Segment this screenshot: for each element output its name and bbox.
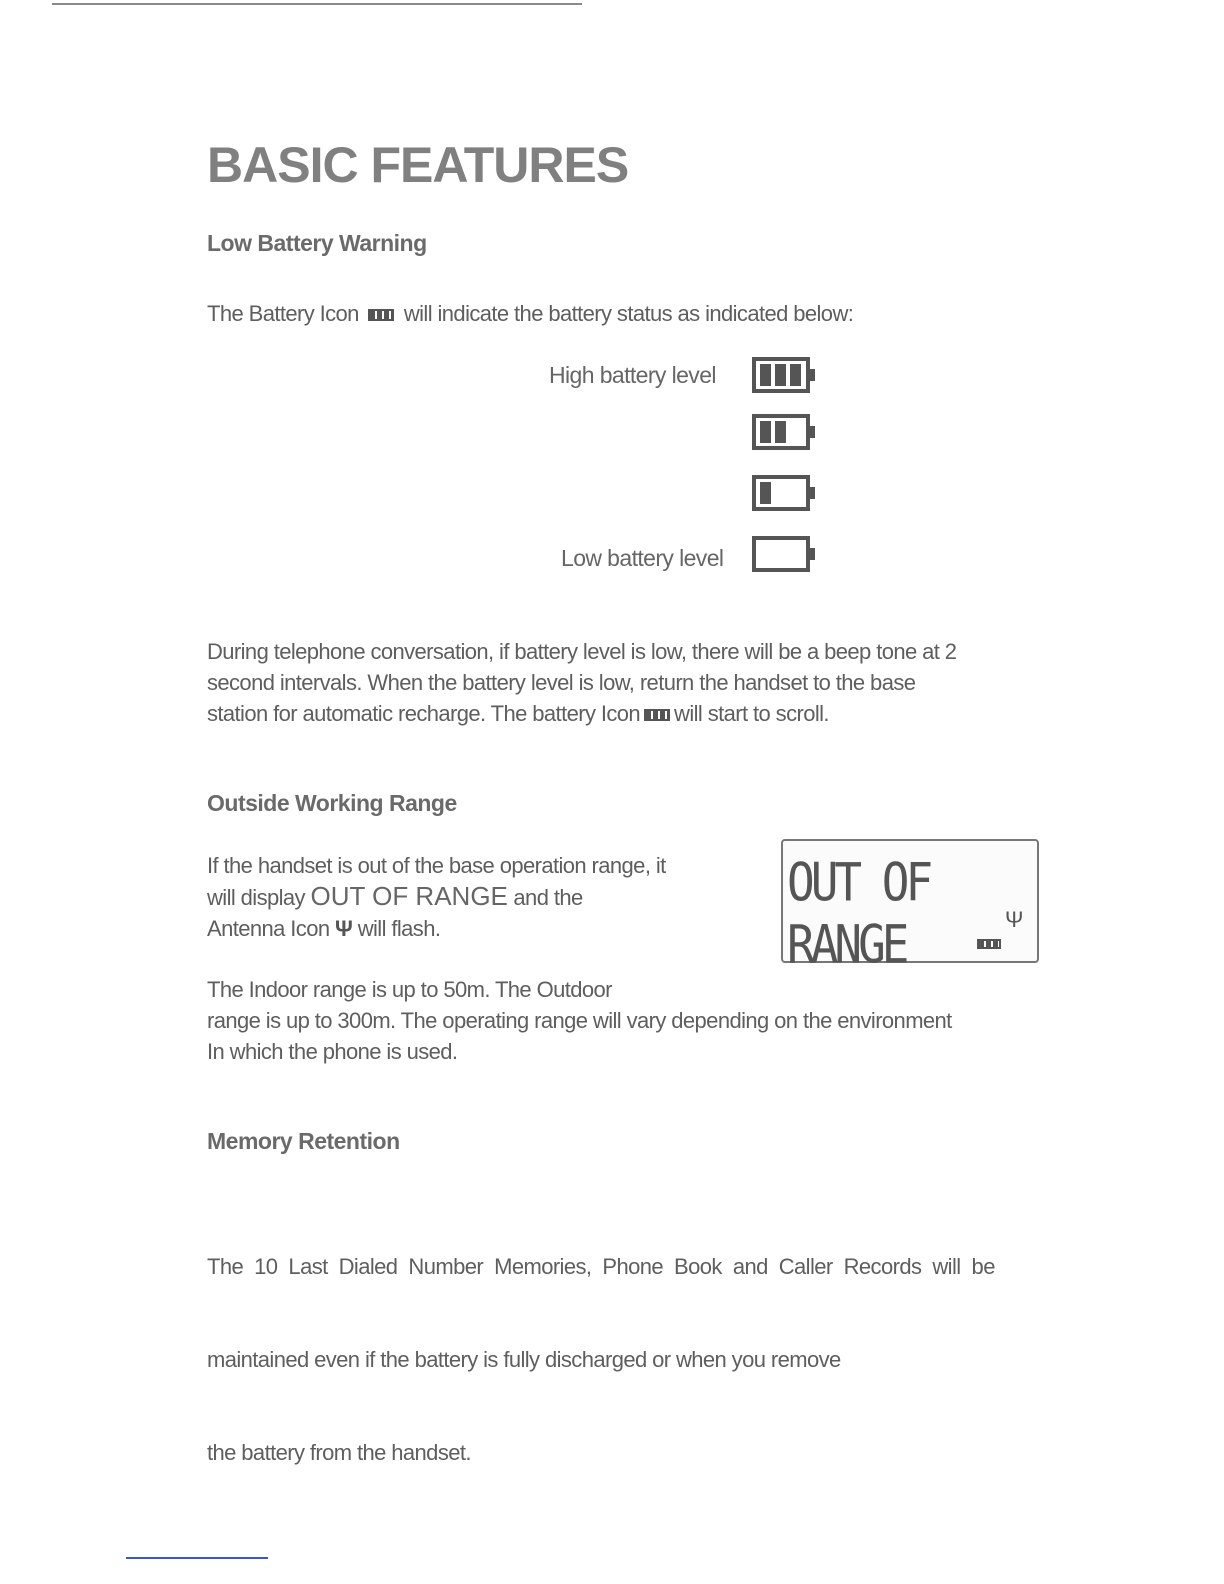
low-battery-heading: Low Battery Warning bbox=[207, 230, 427, 256]
bottom-rule bbox=[126, 1557, 268, 1559]
range-paragraph-line: The Indoor range is up to 50m. The Outdoor bbox=[207, 977, 612, 1002]
range-text: Antenna Icon bbox=[207, 916, 330, 941]
range-text: and the bbox=[513, 885, 583, 910]
range-paragraph-line: In which the phone is used. bbox=[207, 1039, 458, 1064]
range-heading: Outside Working Range bbox=[207, 790, 457, 816]
battery-paragraph-line: During telephone conversation, if battery level is low, there will be a beep tone at 2 bbox=[207, 639, 957, 664]
lcd-display bbox=[781, 839, 1039, 976]
out-of-range-text: OUT OF RANGE bbox=[310, 881, 508, 911]
battery-paragraph-line bbox=[207, 698, 956, 729]
range-paragraph bbox=[207, 974, 952, 1067]
battery-level-0-icon bbox=[752, 536, 810, 572]
battery-paragraph-text: station for automatic recharge. The battery Icon bbox=[207, 701, 641, 726]
range-text: will display bbox=[207, 885, 305, 910]
battery-paragraph bbox=[207, 636, 956, 729]
battery-paragraph-text: will start to scroll. bbox=[674, 701, 829, 726]
battery-bar bbox=[790, 364, 801, 386]
memory-heading: Memory Retention bbox=[207, 1128, 400, 1154]
range-paragraph-line: range is up to 300m. The operating range will vary depending on the environment bbox=[207, 1008, 952, 1033]
antenna-icon: Ψ bbox=[1005, 907, 1024, 932]
range-description bbox=[207, 850, 666, 944]
range-line: If the handset is out of the base operation range, it bbox=[207, 853, 666, 878]
battery-intro-text-after: will indicate the battery status as indicated below: bbox=[403, 301, 854, 326]
memory-paragraph bbox=[207, 1189, 995, 1499]
top-rule bbox=[52, 3, 582, 5]
range-text: will flash. bbox=[357, 916, 441, 941]
memory-paragraph-line: the battery from the handset. bbox=[207, 1440, 471, 1465]
battery-intro bbox=[207, 298, 853, 329]
range-line bbox=[207, 881, 666, 913]
antenna-icon: Ψ bbox=[334, 916, 353, 941]
battery-icon bbox=[644, 709, 670, 721]
page-title: BASIC FEATURES bbox=[207, 137, 629, 193]
battery-level-2-icon bbox=[752, 414, 810, 450]
battery-bar bbox=[775, 421, 786, 443]
battery-level-3-icon bbox=[752, 357, 810, 393]
battery-intro-text: The Battery Icon bbox=[207, 301, 359, 326]
battery-paragraph-line: second intervals. When the battery level is low, return the handset to the base bbox=[207, 670, 916, 695]
battery-bar bbox=[760, 482, 771, 504]
battery-bar bbox=[775, 364, 786, 386]
lcd-text: OUT OF RANGE bbox=[787, 851, 930, 976]
battery-icon bbox=[977, 939, 1001, 949]
range-line bbox=[207, 913, 666, 944]
memory-paragraph-line: The 10 Last Dialed Number Memories, Phone Book and Caller Records will be bbox=[207, 1254, 995, 1279]
battery-icon bbox=[368, 309, 394, 321]
battery-bar bbox=[760, 421, 771, 443]
battery-level-1-icon bbox=[752, 475, 810, 511]
low-battery-label: Low battery level bbox=[561, 545, 724, 571]
high-battery-label: High battery level bbox=[549, 362, 716, 388]
memory-paragraph-line: maintained even if the battery is fully discharged or when you remove bbox=[207, 1347, 841, 1372]
battery-bar bbox=[760, 364, 771, 386]
